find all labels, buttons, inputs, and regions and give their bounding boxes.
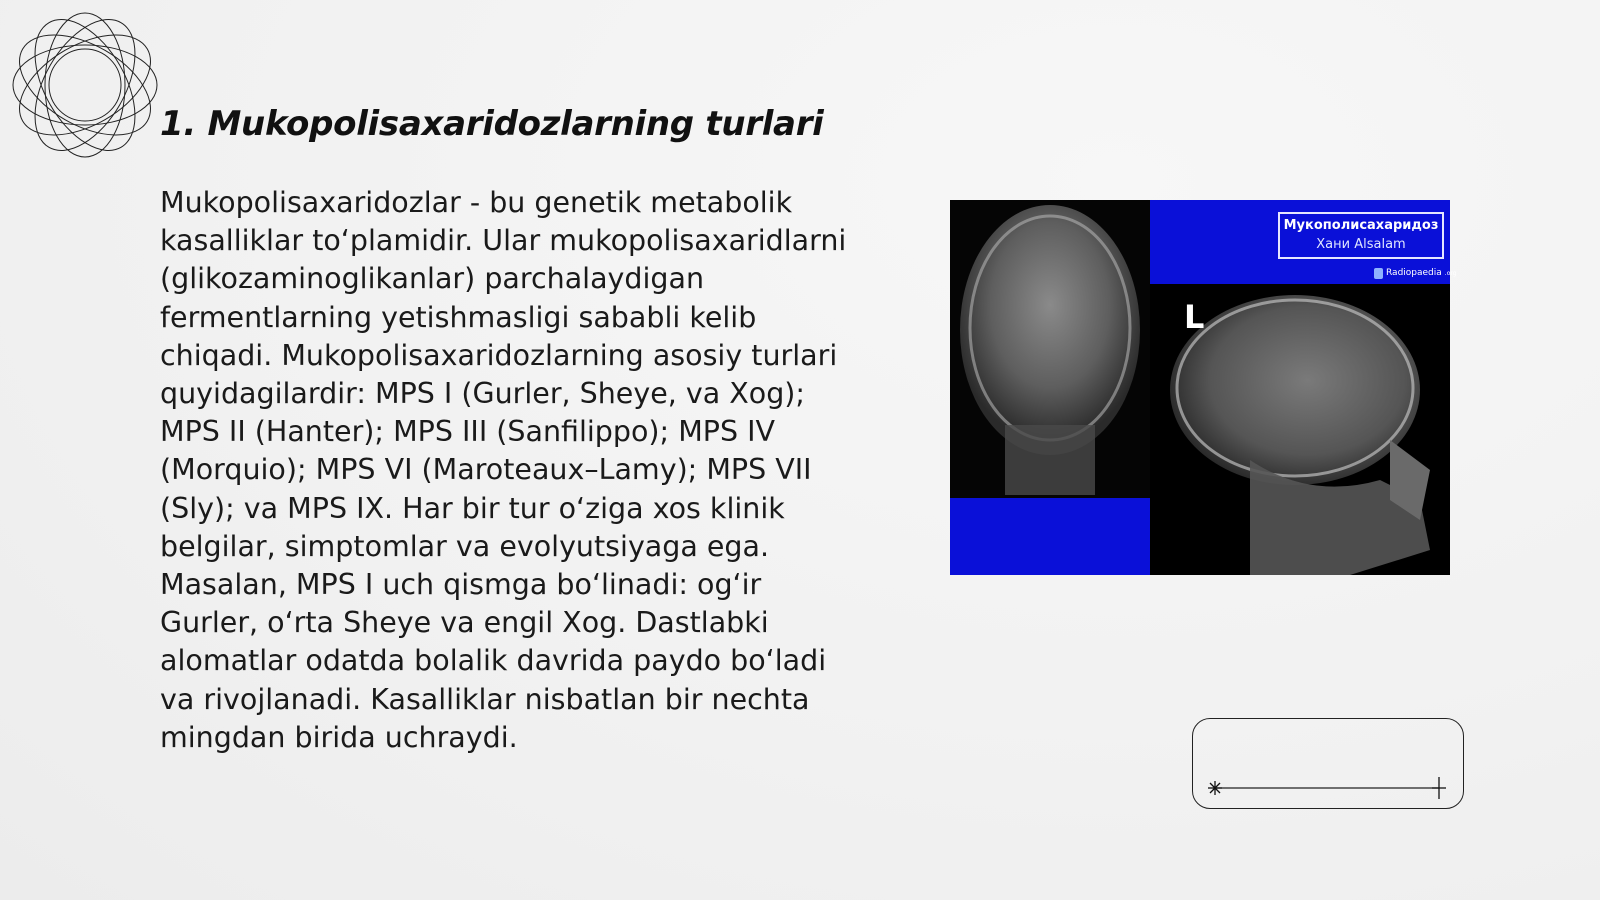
source-name: Radiopaedia [1386,268,1442,278]
figure-caption [1278,212,1444,259]
sparkle-icon [1208,781,1222,795]
caption-title: Мукополисахаридоз [1283,218,1439,233]
timeline-decoration [1192,718,1464,809]
slide-body-text: Mukopolisaxaridozlar - bu genetik metabolik kasalliklar to‘plamidir. Ular mukopolisaxaridlarni (glikozaminoglikanlar) parchalaydigan fermentlarning yetishmasligi sababli kelib chiqadi. Mukopolisaxaridozlarning asosiy turlari quyidagilardir: MPS I (Gurler, Sheye, va Xog); MPS II (Hanter); MPS III (Sanfilippo); MPS IV (Morquio); MPS VI (Maroteaux–Lamy); MPS VII (Sly); va MPS IX. Har bir tur o‘ziga xos klinik belgilar, simptomlar va evolyutsiyaga ega. Masalan, MPS I uch qismga bo‘linadi: og‘ir Gurler, o‘rta Sheye va engil Xog. Dastlabki alomatlar odatda bolalik davrida paydo bo‘ladi va rivojlanadi. Kasalliklar nisbatlan bir nechta mingdan birida uchraydi. [160,186,847,754]
xray-image [950,200,1457,575]
side-marker: L [1184,298,1205,336]
slide-title: 1. Mukopolisaxaridozlarning turlari [160,104,824,144]
plus-star-icon [1432,777,1446,799]
caption-author: Хани Alsalam [1316,237,1406,252]
ring-pattern-icon [10,10,160,160]
source-suffix: .org [1444,269,1457,277]
radiopaedia-logo-icon [1374,268,1383,279]
source-logo [1374,266,1457,280]
